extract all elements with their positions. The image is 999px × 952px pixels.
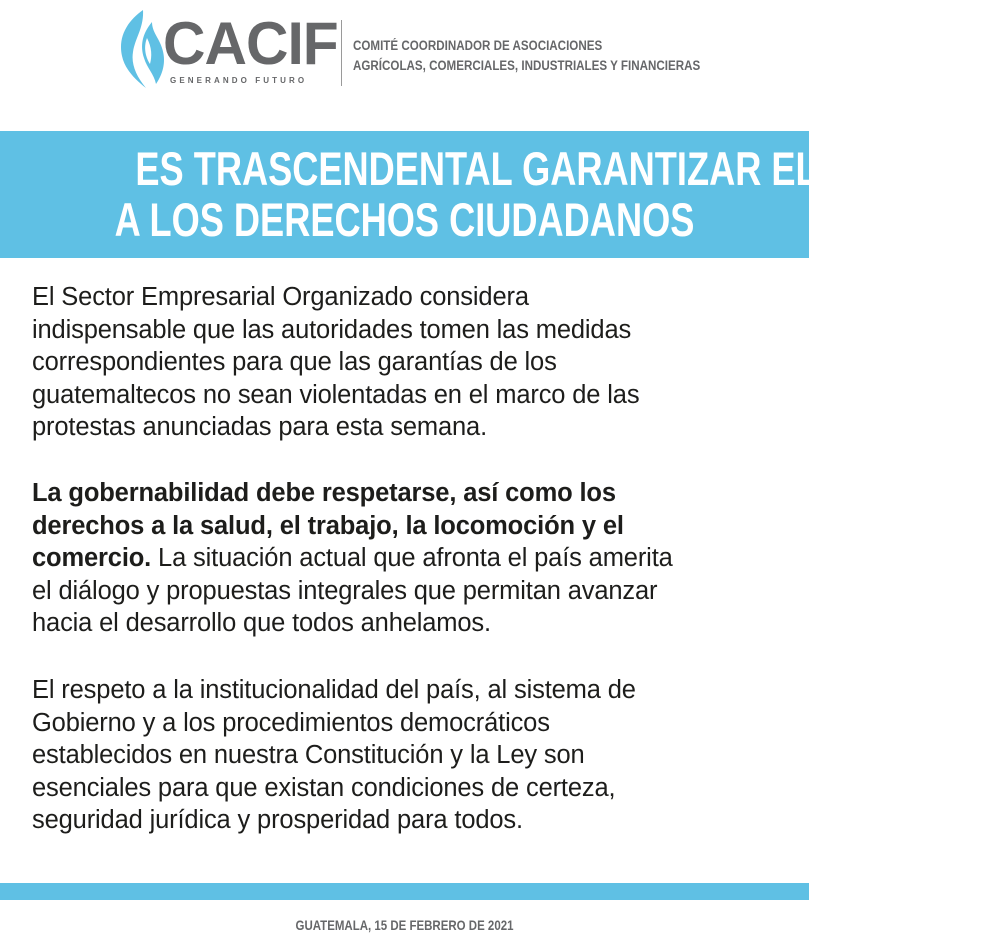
paragraph-line: protestas anunciadas para esta semana. [32, 413, 488, 442]
paragraph-line-bold: derechos a la salud, el trabajo, la locomoción y el [32, 511, 624, 540]
paragraph-line: guatemaltecos no sean violentadas en el marco de las [32, 380, 640, 409]
paragraph-line-bold: La gobernabilidad debe respetarse, así como los [32, 479, 616, 507]
header [0, 0, 809, 110]
logo-wordmark: CACIF [163, 10, 338, 77]
paragraph-line: Gobierno y a los procedimientos democráticos [32, 708, 550, 737]
paragraph-line: El Sector Empresarial Organizado considera [32, 283, 529, 311]
paragraph-line: hacia el desarrollo que todos anhelamos. [32, 609, 491, 638]
flame-icon [116, 8, 166, 90]
logo-tagline: GENERANDO FUTURO [170, 76, 308, 85]
header-divider [341, 20, 342, 86]
paragraph-line: establecidos en nuestra Constitución y la Ley son [32, 741, 585, 770]
footer-divider-bar [0, 883, 809, 900]
paragraph-line: el diálogo y propuestas integrales que permitan avanzar [32, 576, 658, 605]
paragraph-1 [32, 281, 639, 444]
paragraph-3 [32, 674, 636, 837]
title-banner [0, 131, 999, 258]
organization-name-line2: AGRÍCOLAS, COMERCIALES, INDUSTRIALES Y FINANCIERAS [353, 58, 701, 73]
page-title-line2: A LOS DERECHOS CIUDADANOS [114, 193, 695, 246]
paragraph-fragment: La situación actual que afronta el país amerita [151, 544, 673, 573]
paragraph-line: correspondientes para que las garantías de los [32, 348, 557, 377]
organization-name [353, 36, 700, 76]
paragraph-line-mixed [32, 542, 673, 575]
paragraph-line: El respeto a la institucionalidad del país, al sistema de [32, 676, 636, 704]
footer-date: GUATEMALA, 15 DE FEBRERO DE 2021 [295, 917, 514, 933]
paragraph-line: esenciales para que existan condiciones de certeza, [32, 773, 616, 802]
paragraph-2 [32, 477, 673, 640]
page-title [93, 142, 999, 246]
organization-name-line1: COMITÉ COORDINADOR DE ASOCIACIONES [353, 38, 603, 53]
paragraph-line: seguridad jurídica y prosperidad para todos. [32, 806, 523, 835]
paragraph-bold-fragment: comercio. [32, 544, 152, 573]
paragraph-line: indispensable que las autoridades tomen las medidas [32, 315, 632, 344]
page-title-line1: ES TRASCENDENTAL GARANTIZAR EL RESPETO [135, 142, 999, 195]
